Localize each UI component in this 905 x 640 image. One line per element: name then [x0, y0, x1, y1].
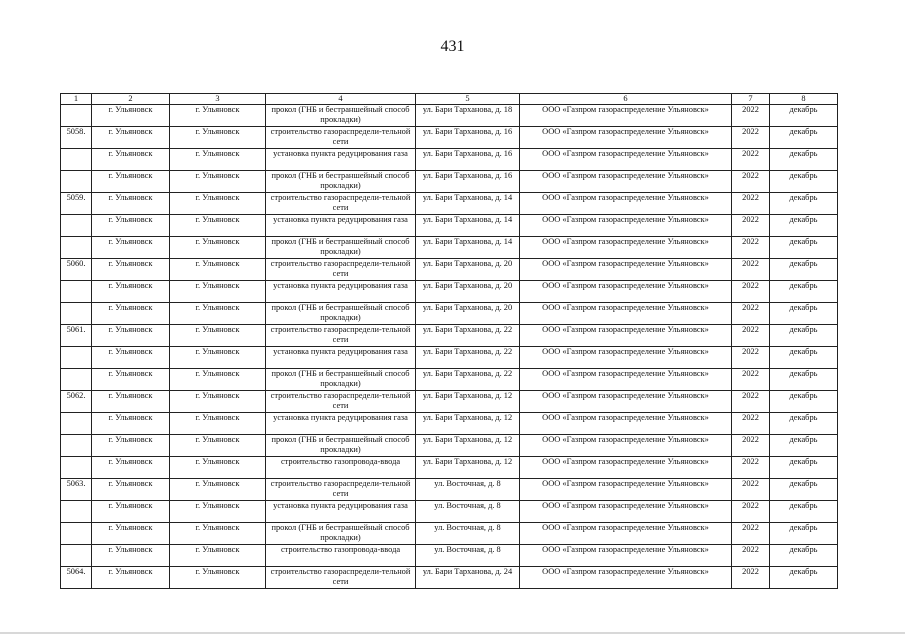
table-row — [61, 545, 838, 567]
year-cell: 2022 — [732, 105, 770, 127]
organization-cell: ООО «Газпром газораспределение Ульяновск» — [520, 567, 732, 589]
address-cell: ул. Бари Тарханова, д. 14 — [416, 237, 520, 259]
municipality-cell: г. Ульяновск — [92, 479, 170, 501]
year-cell: 2022 — [732, 171, 770, 193]
work-type-cell: прокол (ГНБ и бестраншейный способ прокладки) — [266, 435, 416, 457]
month-cell: декабрь — [770, 281, 838, 303]
address-cell: ул. Восточная, д. 8 — [416, 545, 520, 567]
row-number-cell — [61, 281, 92, 303]
year-cell: 2022 — [732, 501, 770, 523]
settlement-cell: г. Ульяновск — [170, 237, 266, 259]
row-number-cell — [61, 545, 92, 567]
year-cell: 2022 — [732, 523, 770, 545]
row-number-cell: 5062. — [61, 391, 92, 413]
organization-cell: ООО «Газпром газораспределение Ульяновск» — [520, 149, 732, 171]
table-row — [61, 501, 838, 523]
settlement-cell: г. Ульяновск — [170, 523, 266, 545]
work-type-cell: прокол (ГНБ и бестраншейный способ прокладки) — [266, 171, 416, 193]
year-cell: 2022 — [732, 479, 770, 501]
settlement-cell: г. Ульяновск — [170, 325, 266, 347]
settlement-cell: г. Ульяновск — [170, 127, 266, 149]
table-row — [61, 347, 838, 369]
settlement-cell: г. Ульяновск — [170, 545, 266, 567]
row-number-cell — [61, 237, 92, 259]
settlement-cell: г. Ульяновск — [170, 149, 266, 171]
municipality-cell: г. Ульяновск — [92, 215, 170, 237]
work-type-cell: прокол (ГНБ и бестраншейный способ прокладки) — [266, 369, 416, 391]
settlement-cell: г. Ульяновск — [170, 501, 266, 523]
work-type-cell: строительство газораспредели-тельной сети — [266, 259, 416, 281]
year-cell: 2022 — [732, 127, 770, 149]
month-cell: декабрь — [770, 303, 838, 325]
organization-cell: ООО «Газпром газораспределение Ульяновск» — [520, 523, 732, 545]
work-type-cell: строительство газопровода-ввода — [266, 457, 416, 479]
address-cell: ул. Восточная, д. 8 — [416, 479, 520, 501]
table-row — [61, 281, 838, 303]
month-cell: декабрь — [770, 545, 838, 567]
table-row — [61, 457, 838, 479]
organization-cell: ООО «Газпром газораспределение Ульяновск» — [520, 479, 732, 501]
organization-cell: ООО «Газпром газораспределение Ульяновск» — [520, 457, 732, 479]
address-cell: ул. Бари Тарханова, д. 22 — [416, 347, 520, 369]
row-number-cell — [61, 435, 92, 457]
municipality-cell: г. Ульяновск — [92, 259, 170, 281]
month-cell: декабрь — [770, 413, 838, 435]
year-cell: 2022 — [732, 215, 770, 237]
address-cell: ул. Бари Тарханова, д. 16 — [416, 171, 520, 193]
municipality-cell: г. Ульяновск — [92, 457, 170, 479]
table-row — [61, 325, 838, 347]
settlement-cell: г. Ульяновск — [170, 303, 266, 325]
month-cell: декабрь — [770, 435, 838, 457]
settlement-cell: г. Ульяновск — [170, 479, 266, 501]
address-cell: ул. Бари Тарханова, д. 12 — [416, 457, 520, 479]
column-header: 3 — [170, 94, 266, 105]
municipality-cell: г. Ульяновск — [92, 435, 170, 457]
row-number-cell: 5063. — [61, 479, 92, 501]
municipality-cell: г. Ульяновск — [92, 347, 170, 369]
year-cell: 2022 — [732, 545, 770, 567]
work-type-cell: строительство газораспредели-тельной сети — [266, 391, 416, 413]
municipality-cell: г. Ульяновск — [92, 237, 170, 259]
month-cell: декабрь — [770, 391, 838, 413]
organization-cell: ООО «Газпром газораспределение Ульяновск» — [520, 545, 732, 567]
month-cell: декабрь — [770, 215, 838, 237]
work-type-cell: установка пункта редуцирования газа — [266, 215, 416, 237]
column-header: 2 — [92, 94, 170, 105]
work-type-cell: строительство газораспредели-тельной сети — [266, 325, 416, 347]
address-cell: ул. Бари Тарханова, д. 16 — [416, 127, 520, 149]
settlement-cell: г. Ульяновск — [170, 567, 266, 589]
row-number-cell: 5064. — [61, 567, 92, 589]
table-row — [61, 369, 838, 391]
work-type-cell: прокол (ГНБ и бестраншейный способ прокладки) — [266, 237, 416, 259]
organization-cell: ООО «Газпром газораспределение Ульяновск» — [520, 105, 732, 127]
organization-cell: ООО «Газпром газораспределение Ульяновск» — [520, 171, 732, 193]
municipality-cell: г. Ульяновск — [92, 127, 170, 149]
work-type-cell: прокол (ГНБ и бестраншейный способ прокладки) — [266, 303, 416, 325]
year-cell: 2022 — [732, 259, 770, 281]
table-row — [61, 567, 838, 589]
address-cell: ул. Бари Тарханова, д. 12 — [416, 435, 520, 457]
organization-cell: ООО «Газпром газораспределение Ульяновск» — [520, 413, 732, 435]
month-cell: декабрь — [770, 193, 838, 215]
row-number-cell — [61, 105, 92, 127]
organization-cell: ООО «Газпром газораспределение Ульяновск» — [520, 281, 732, 303]
year-cell: 2022 — [732, 149, 770, 171]
month-cell: декабрь — [770, 237, 838, 259]
settlement-cell: г. Ульяновск — [170, 369, 266, 391]
table-row — [61, 127, 838, 149]
work-type-cell: прокол (ГНБ и бестраншейный способ прокладки) — [266, 523, 416, 545]
table-row — [61, 479, 838, 501]
row-number-cell: 5058. — [61, 127, 92, 149]
work-type-cell: установка пункта редуцирования газа — [266, 281, 416, 303]
municipality-cell: г. Ульяновск — [92, 369, 170, 391]
settlement-cell: г. Ульяновск — [170, 105, 266, 127]
year-cell: 2022 — [732, 325, 770, 347]
organization-cell: ООО «Газпром газораспределение Ульяновск» — [520, 303, 732, 325]
month-cell: декабрь — [770, 501, 838, 523]
row-number-cell — [61, 501, 92, 523]
settlement-cell: г. Ульяновск — [170, 347, 266, 369]
municipality-cell: г. Ульяновск — [92, 281, 170, 303]
year-cell: 2022 — [732, 391, 770, 413]
settlement-cell: г. Ульяновск — [170, 391, 266, 413]
organization-cell: ООО «Газпром газораспределение Ульяновск» — [520, 237, 732, 259]
table-row — [61, 435, 838, 457]
row-number-cell: 5059. — [61, 193, 92, 215]
table-row — [61, 149, 838, 171]
month-cell: декабрь — [770, 347, 838, 369]
column-header: 4 — [266, 94, 416, 105]
settlement-cell: г. Ульяновск — [170, 171, 266, 193]
month-cell: декабрь — [770, 567, 838, 589]
data-table — [60, 93, 838, 589]
address-cell: ул. Бари Тарханова, д. 22 — [416, 325, 520, 347]
year-cell: 2022 — [732, 281, 770, 303]
row-number-cell: 5060. — [61, 259, 92, 281]
table-row — [61, 523, 838, 545]
address-cell: ул. Бари Тарханова, д. 12 — [416, 413, 520, 435]
scan-edge — [0, 632, 905, 634]
row-number-cell — [61, 303, 92, 325]
address-cell: ул. Бари Тарханова, д. 20 — [416, 303, 520, 325]
municipality-cell: г. Ульяновск — [92, 545, 170, 567]
year-cell: 2022 — [732, 457, 770, 479]
municipality-cell: г. Ульяновск — [92, 567, 170, 589]
row-number-cell: 5061. — [61, 325, 92, 347]
month-cell: декабрь — [770, 457, 838, 479]
table-row — [61, 215, 838, 237]
month-cell: декабрь — [770, 259, 838, 281]
settlement-cell: г. Ульяновск — [170, 215, 266, 237]
table-row — [61, 391, 838, 413]
organization-cell: ООО «Газпром газораспределение Ульяновск» — [520, 391, 732, 413]
row-number-cell — [61, 523, 92, 545]
row-number-cell — [61, 149, 92, 171]
row-number-cell — [61, 215, 92, 237]
address-cell: ул. Бари Тарханова, д. 12 — [416, 391, 520, 413]
municipality-cell: г. Ульяновск — [92, 105, 170, 127]
table-row — [61, 105, 838, 127]
column-header: 8 — [770, 94, 838, 105]
year-cell: 2022 — [732, 193, 770, 215]
organization-cell: ООО «Газпром газораспределение Ульяновск» — [520, 215, 732, 237]
work-type-cell: строительство газораспредели-тельной сети — [266, 479, 416, 501]
work-type-cell: установка пункта редуцирования газа — [266, 413, 416, 435]
month-cell: декабрь — [770, 105, 838, 127]
page-number: 431 — [440, 38, 465, 55]
table-row — [61, 171, 838, 193]
address-cell: ул. Бари Тарханова, д. 16 — [416, 149, 520, 171]
table-row — [61, 193, 838, 215]
municipality-cell: г. Ульяновск — [92, 325, 170, 347]
address-cell: ул. Бари Тарханова, д. 20 — [416, 281, 520, 303]
address-cell: ул. Бари Тарханова, д. 18 — [416, 105, 520, 127]
address-cell: ул. Бари Тарханова, д. 20 — [416, 259, 520, 281]
year-cell: 2022 — [732, 237, 770, 259]
month-cell: декабрь — [770, 479, 838, 501]
month-cell: декабрь — [770, 523, 838, 545]
municipality-cell: г. Ульяновск — [92, 501, 170, 523]
address-cell: ул. Восточная, д. 8 — [416, 501, 520, 523]
organization-cell: ООО «Газпром газораспределение Ульяновск» — [520, 435, 732, 457]
work-type-cell: строительство газораспредели-тельной сети — [266, 567, 416, 589]
organization-cell: ООО «Газпром газораспределение Ульяновск» — [520, 325, 732, 347]
municipality-cell: г. Ульяновск — [92, 171, 170, 193]
month-cell: декабрь — [770, 127, 838, 149]
organization-cell: ООО «Газпром газораспределение Ульяновск» — [520, 501, 732, 523]
header-row — [61, 94, 838, 105]
year-cell: 2022 — [732, 303, 770, 325]
address-cell: ул. Бари Тарханова, д. 24 — [416, 567, 520, 589]
month-cell: декабрь — [770, 369, 838, 391]
municipality-cell: г. Ульяновск — [92, 413, 170, 435]
address-cell: ул. Бари Тарханова, д. 14 — [416, 193, 520, 215]
municipality-cell: г. Ульяновск — [92, 149, 170, 171]
settlement-cell: г. Ульяновск — [170, 413, 266, 435]
year-cell: 2022 — [732, 567, 770, 589]
table-row — [61, 237, 838, 259]
settlement-cell: г. Ульяновск — [170, 457, 266, 479]
work-type-cell: установка пункта редуцирования газа — [266, 501, 416, 523]
work-type-cell: строительство газопровода-ввода — [266, 545, 416, 567]
organization-cell: ООО «Газпром газораспределение Ульяновск» — [520, 369, 732, 391]
address-cell: ул. Бари Тарханова, д. 14 — [416, 215, 520, 237]
column-header: 6 — [520, 94, 732, 105]
row-number-cell — [61, 413, 92, 435]
address-cell: ул. Восточная, д. 8 — [416, 523, 520, 545]
year-cell: 2022 — [732, 369, 770, 391]
settlement-cell: г. Ульяновск — [170, 193, 266, 215]
work-type-cell: установка пункта редуцирования газа — [266, 149, 416, 171]
work-type-cell: установка пункта редуцирования газа — [266, 347, 416, 369]
work-type-cell: прокол (ГНБ и бестраншейный способ прокладки) — [266, 105, 416, 127]
table-row — [61, 413, 838, 435]
municipality-cell: г. Ульяновск — [92, 523, 170, 545]
column-header: 5 — [416, 94, 520, 105]
month-cell: декабрь — [770, 149, 838, 171]
settlement-cell: г. Ульяновск — [170, 259, 266, 281]
table-row — [61, 259, 838, 281]
year-cell: 2022 — [732, 347, 770, 369]
table-row — [61, 303, 838, 325]
year-cell: 2022 — [732, 435, 770, 457]
municipality-cell: г. Ульяновск — [92, 391, 170, 413]
organization-cell: ООО «Газпром газораспределение Ульяновск» — [520, 259, 732, 281]
municipality-cell: г. Ульяновск — [92, 193, 170, 215]
column-header: 7 — [732, 94, 770, 105]
municipality-cell: г. Ульяновск — [92, 303, 170, 325]
row-number-cell — [61, 369, 92, 391]
column-header: 1 — [61, 94, 92, 105]
settlement-cell: г. Ульяновск — [170, 435, 266, 457]
row-number-cell — [61, 171, 92, 193]
year-cell: 2022 — [732, 413, 770, 435]
row-number-cell — [61, 347, 92, 369]
month-cell: декабрь — [770, 325, 838, 347]
row-number-cell — [61, 457, 92, 479]
address-cell: ул. Бари Тарханова, д. 22 — [416, 369, 520, 391]
organization-cell: ООО «Газпром газораспределение Ульяновск» — [520, 127, 732, 149]
organization-cell: ООО «Газпром газораспределение Ульяновск» — [520, 347, 732, 369]
organization-cell: ООО «Газпром газораспределение Ульяновск» — [520, 193, 732, 215]
work-type-cell: строительство газораспредели-тельной сети — [266, 127, 416, 149]
month-cell: декабрь — [770, 171, 838, 193]
settlement-cell: г. Ульяновск — [170, 281, 266, 303]
work-type-cell: строительство газораспредели-тельной сети — [266, 193, 416, 215]
